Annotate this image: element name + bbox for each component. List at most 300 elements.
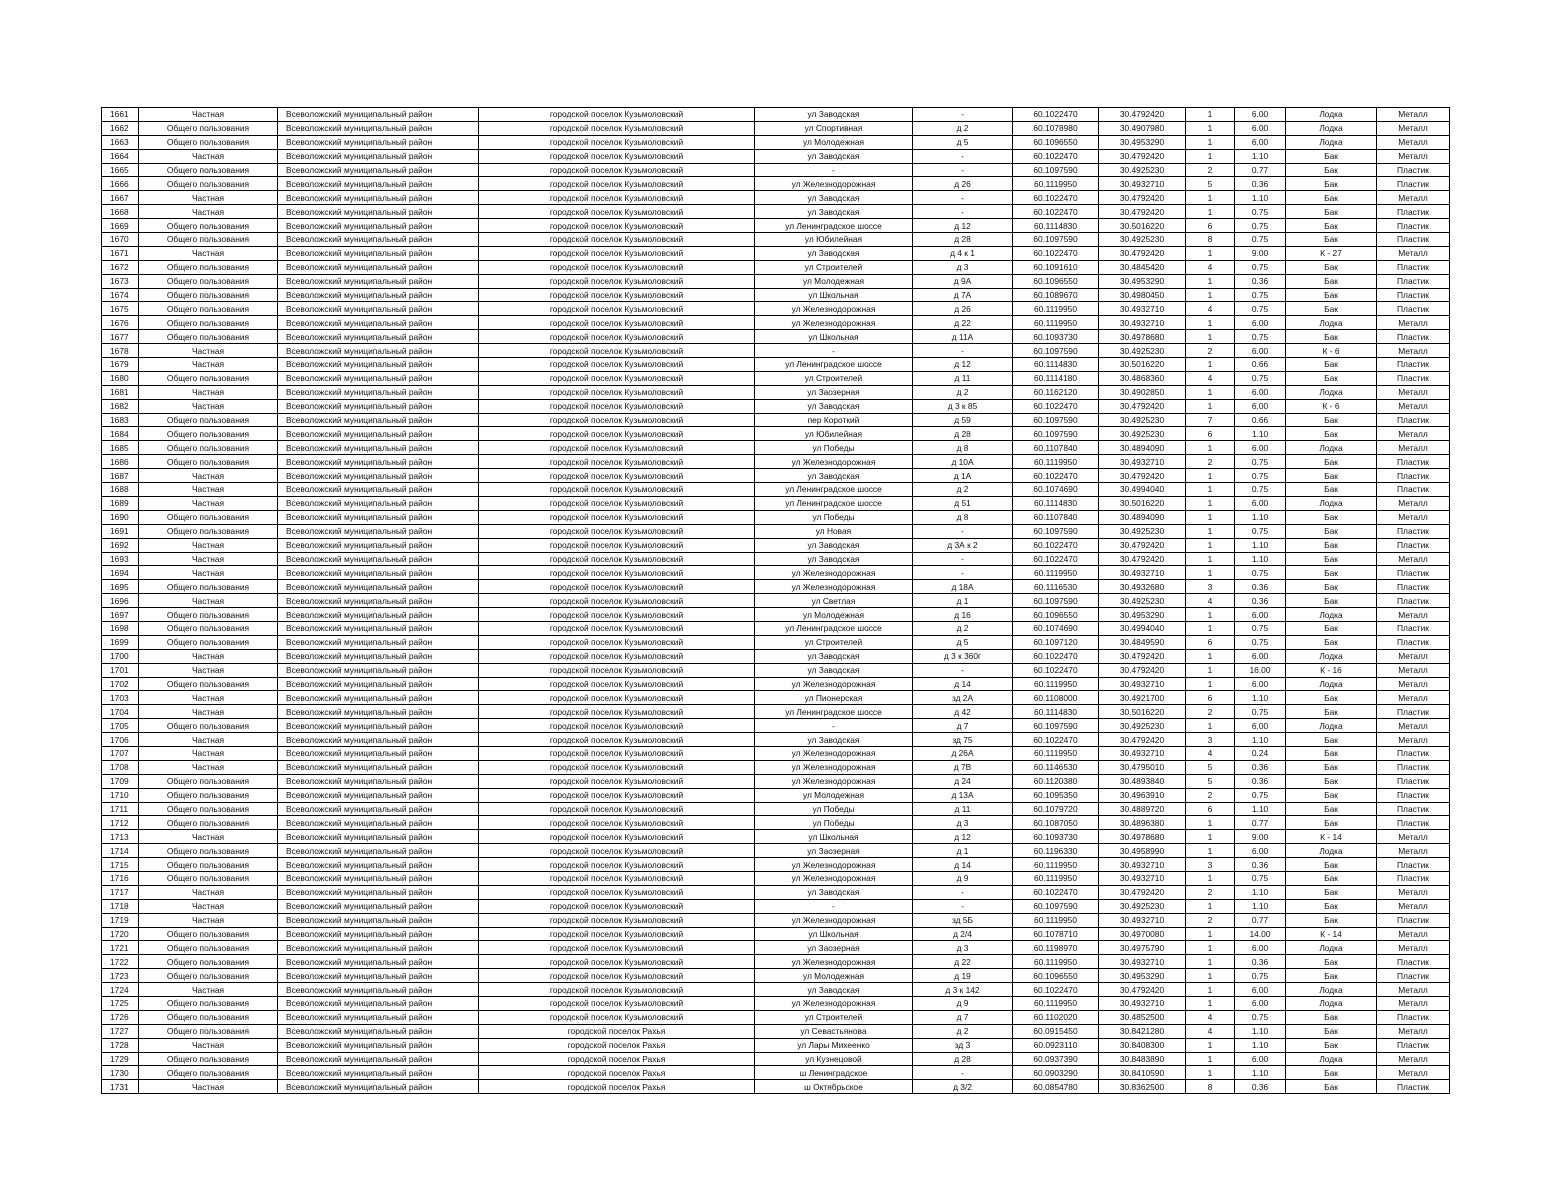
- volume-cell: 0.75: [1235, 635, 1286, 649]
- table-row: [102, 246, 1450, 260]
- district-cell: Всеволожский муниципальный район: [278, 135, 479, 149]
- house-cell: д 2: [913, 483, 1013, 497]
- ownership-type-cell: Общего пользования: [139, 302, 278, 316]
- longitude-cell: 30.4932710: [1099, 455, 1186, 469]
- latitude-cell: 60.0903290: [1013, 1066, 1099, 1080]
- container-count-cell: 1: [1186, 121, 1235, 135]
- latitude-cell: 60.1093730: [1013, 330, 1099, 344]
- street-cell: ул Спортивная: [755, 121, 913, 135]
- longitude-cell: 30.4792420: [1099, 538, 1186, 552]
- container-type-cell: Бак: [1286, 510, 1377, 524]
- container-count-cell: 1: [1186, 1066, 1235, 1080]
- district-cell: Всеволожский муниципальный район: [278, 469, 479, 483]
- settlement-cell: городской поселок Кузьмоловский: [479, 121, 755, 135]
- latitude-cell: 60.1119950: [1013, 177, 1099, 191]
- volume-cell: 1.10: [1235, 510, 1286, 524]
- house-cell: д 11: [913, 802, 1013, 816]
- material-cell: Пластик: [1377, 455, 1450, 469]
- district-cell: Всеволожский муниципальный район: [278, 288, 479, 302]
- volume-cell: 6.00: [1235, 941, 1286, 955]
- container-type-cell: Бак: [1286, 885, 1377, 899]
- container-type-cell: Бак: [1286, 274, 1377, 288]
- ownership-type-cell: Частная: [139, 746, 278, 760]
- ownership-type-cell: Частная: [139, 594, 278, 608]
- district-cell: Всеволожский муниципальный район: [278, 774, 479, 788]
- container-count-cell: 2: [1186, 913, 1235, 927]
- material-cell: Пластик: [1377, 1010, 1450, 1024]
- row-number-cell: 1704: [102, 705, 139, 719]
- district-cell: Всеволожский муниципальный район: [278, 538, 479, 552]
- container-type-cell: Бак: [1286, 330, 1377, 344]
- volume-cell: 0.75: [1235, 330, 1286, 344]
- material-cell: Пластик: [1377, 302, 1450, 316]
- table-row: [102, 719, 1450, 733]
- district-cell: Всеволожский муниципальный район: [278, 371, 479, 385]
- table-row: [102, 816, 1450, 830]
- house-cell: д 22: [913, 316, 1013, 330]
- house-cell: -: [913, 524, 1013, 538]
- district-cell: Всеволожский муниципальный район: [278, 399, 479, 413]
- material-cell: Пластик: [1377, 621, 1450, 635]
- container-type-cell: Бак: [1286, 788, 1377, 802]
- ownership-type-cell: Частная: [139, 399, 278, 413]
- ownership-type-cell: Частная: [139, 1080, 278, 1094]
- house-cell: д 3/2: [913, 1080, 1013, 1094]
- ownership-type-cell: Общего пользования: [139, 941, 278, 955]
- house-cell: д 26: [913, 177, 1013, 191]
- longitude-cell: 30.4907980: [1099, 121, 1186, 135]
- longitude-cell: 30.4925230: [1099, 427, 1186, 441]
- settlement-cell: городской поселок Кузьмоловский: [479, 469, 755, 483]
- latitude-cell: 60.1096550: [1013, 969, 1099, 983]
- volume-cell: 0.75: [1235, 260, 1286, 274]
- container-count-cell: 2: [1186, 344, 1235, 358]
- settlement-cell: городской поселок Кузьмоловский: [479, 316, 755, 330]
- table-row: [102, 1010, 1450, 1024]
- container-type-cell: Бак: [1286, 205, 1377, 219]
- ownership-type-cell: Общего пользования: [139, 177, 278, 191]
- ownership-type-cell: Общего пользования: [139, 788, 278, 802]
- volume-cell: 1.10: [1235, 1024, 1286, 1038]
- data-table: [101, 107, 1450, 1094]
- row-number-cell: 1681: [102, 385, 139, 399]
- table-row: [102, 163, 1450, 177]
- table-row: [102, 635, 1450, 649]
- latitude-cell: 60.1097590: [1013, 719, 1099, 733]
- longitude-cell: 30.4894090: [1099, 510, 1186, 524]
- table-row: [102, 691, 1450, 705]
- district-cell: Всеволожский муниципальный район: [278, 246, 479, 260]
- longitude-cell: 30.4963910: [1099, 788, 1186, 802]
- container-type-cell: Бак: [1286, 913, 1377, 927]
- settlement-cell: городской поселок Кузьмоловский: [479, 385, 755, 399]
- container-count-cell: 1: [1186, 316, 1235, 330]
- street-cell: ул Железнодорожная: [755, 677, 913, 691]
- table-row: [102, 219, 1450, 233]
- row-number-cell: 1678: [102, 344, 139, 358]
- house-cell: д 28: [913, 233, 1013, 247]
- material-cell: Пластик: [1377, 233, 1450, 247]
- container-type-cell: Бак: [1286, 260, 1377, 274]
- container-count-cell: 1: [1186, 510, 1235, 524]
- latitude-cell: 60.1119950: [1013, 316, 1099, 330]
- volume-cell: 1.10: [1235, 149, 1286, 163]
- district-cell: Всеволожский муниципальный район: [278, 719, 479, 733]
- row-number-cell: 1685: [102, 441, 139, 455]
- material-cell: Металл: [1377, 830, 1450, 844]
- material-cell: Металл: [1377, 510, 1450, 524]
- container-count-cell: 1: [1186, 663, 1235, 677]
- longitude-cell: 30.4792420: [1099, 552, 1186, 566]
- settlement-cell: городской поселок Кузьмоловский: [479, 205, 755, 219]
- volume-cell: 1.10: [1235, 899, 1286, 913]
- ownership-type-cell: Общего пользования: [139, 260, 278, 274]
- volume-cell: 6.00: [1235, 983, 1286, 997]
- volume-cell: 0.75: [1235, 1010, 1286, 1024]
- street-cell: ул Юбилейная: [755, 233, 913, 247]
- longitude-cell: 30.4932710: [1099, 316, 1186, 330]
- street-cell: ул Железнодорожная: [755, 455, 913, 469]
- house-cell: зд 3: [913, 1038, 1013, 1052]
- latitude-cell: 60.1119950: [1013, 302, 1099, 316]
- house-cell: д 26: [913, 302, 1013, 316]
- district-cell: Всеволожский муниципальный район: [278, 858, 479, 872]
- longitude-cell: 30.4894090: [1099, 441, 1186, 455]
- material-cell: Пластик: [1377, 205, 1450, 219]
- container-type-cell: К - 14: [1286, 927, 1377, 941]
- container-count-cell: 7: [1186, 413, 1235, 427]
- house-cell: зд 5Б: [913, 913, 1013, 927]
- material-cell: Металл: [1377, 1024, 1450, 1038]
- house-cell: д 1А: [913, 469, 1013, 483]
- longitude-cell: 30.8483890: [1099, 1052, 1186, 1066]
- volume-cell: 6.00: [1235, 608, 1286, 622]
- street-cell: ул Строителей: [755, 635, 913, 649]
- latitude-cell: 60.0915450: [1013, 1024, 1099, 1038]
- district-cell: Всеволожский муниципальный район: [278, 566, 479, 580]
- row-number-cell: 1730: [102, 1066, 139, 1080]
- container-type-cell: Лодка: [1286, 385, 1377, 399]
- container-type-cell: Бак: [1286, 871, 1377, 885]
- street-cell: ул Молодежная: [755, 969, 913, 983]
- settlement-cell: городской поселок Кузьмоловский: [479, 941, 755, 955]
- container-count-cell: 2: [1186, 885, 1235, 899]
- container-type-cell: Лодка: [1286, 677, 1377, 691]
- longitude-cell: 30.4925230: [1099, 594, 1186, 608]
- ownership-type-cell: Общего пользования: [139, 1010, 278, 1024]
- settlement-cell: городской поселок Кузьмоловский: [479, 441, 755, 455]
- longitude-cell: 30.4932710: [1099, 566, 1186, 580]
- ownership-type-cell: Частная: [139, 552, 278, 566]
- street-cell: ш Октябрьское: [755, 1080, 913, 1094]
- container-type-cell: Лодка: [1286, 997, 1377, 1011]
- row-number-cell: 1727: [102, 1024, 139, 1038]
- container-count-cell: 1: [1186, 927, 1235, 941]
- row-number-cell: 1680: [102, 371, 139, 385]
- container-count-cell: 8: [1186, 1080, 1235, 1094]
- street-cell: ул Школьная: [755, 830, 913, 844]
- longitude-cell: 30.8408300: [1099, 1038, 1186, 1052]
- row-number-cell: 1691: [102, 524, 139, 538]
- volume-cell: 0.77: [1235, 816, 1286, 830]
- house-cell: д 22: [913, 955, 1013, 969]
- container-count-cell: 1: [1186, 983, 1235, 997]
- row-number-cell: 1684: [102, 427, 139, 441]
- street-cell: ул Железнодорожная: [755, 955, 913, 969]
- container-count-cell: 1: [1186, 538, 1235, 552]
- container-count-cell: 1: [1186, 469, 1235, 483]
- house-cell: д 7В: [913, 760, 1013, 774]
- container-type-cell: К - 16: [1286, 663, 1377, 677]
- street-cell: -: [755, 163, 913, 177]
- house-cell: -: [913, 552, 1013, 566]
- ownership-type-cell: Частная: [139, 705, 278, 719]
- latitude-cell: 60.1022470: [1013, 649, 1099, 663]
- latitude-cell: 60.1162120: [1013, 385, 1099, 399]
- row-number-cell: 1716: [102, 871, 139, 885]
- street-cell: ул Лары Михеенко: [755, 1038, 913, 1052]
- volume-cell: 0.36: [1235, 274, 1286, 288]
- table-row: [102, 608, 1450, 622]
- container-count-cell: 6: [1186, 691, 1235, 705]
- latitude-cell: 60.1093730: [1013, 830, 1099, 844]
- ownership-type-cell: Частная: [139, 246, 278, 260]
- district-cell: Всеволожский муниципальный район: [278, 788, 479, 802]
- row-number-cell: 1665: [102, 163, 139, 177]
- row-number-cell: 1690: [102, 510, 139, 524]
- longitude-cell: 30.4792420: [1099, 191, 1186, 205]
- container-count-cell: 4: [1186, 746, 1235, 760]
- street-cell: ул Ленинградское шоссе: [755, 219, 913, 233]
- ownership-type-cell: Частная: [139, 566, 278, 580]
- material-cell: Металл: [1377, 1052, 1450, 1066]
- latitude-cell: 60.1097590: [1013, 524, 1099, 538]
- ownership-type-cell: Общего пользования: [139, 455, 278, 469]
- latitude-cell: 60.1146530: [1013, 760, 1099, 774]
- container-type-cell: Бак: [1286, 358, 1377, 372]
- latitude-cell: 60.1078710: [1013, 927, 1099, 941]
- material-cell: Пластик: [1377, 413, 1450, 427]
- volume-cell: 1.10: [1235, 802, 1286, 816]
- material-cell: Металл: [1377, 385, 1450, 399]
- row-number-cell: 1682: [102, 399, 139, 413]
- house-cell: -: [913, 108, 1013, 122]
- volume-cell: 0.75: [1235, 205, 1286, 219]
- container-type-cell: К - 6: [1286, 344, 1377, 358]
- material-cell: Пластик: [1377, 969, 1450, 983]
- house-cell: д 3: [913, 260, 1013, 274]
- longitude-cell: 30.4792420: [1099, 205, 1186, 219]
- street-cell: пер Короткий: [755, 413, 913, 427]
- material-cell: Пластик: [1377, 1038, 1450, 1052]
- material-cell: Пластик: [1377, 163, 1450, 177]
- ownership-type-cell: Общего пользования: [139, 330, 278, 344]
- material-cell: Металл: [1377, 121, 1450, 135]
- table-row: [102, 788, 1450, 802]
- longitude-cell: 30.4925230: [1099, 233, 1186, 247]
- district-cell: Всеволожский муниципальный район: [278, 108, 479, 122]
- settlement-cell: городской поселок Кузьмоловский: [479, 233, 755, 247]
- ownership-type-cell: Частная: [139, 1038, 278, 1052]
- volume-cell: 0.75: [1235, 524, 1286, 538]
- latitude-cell: 60.1108000: [1013, 691, 1099, 705]
- street-cell: ул Заводская: [755, 552, 913, 566]
- latitude-cell: 60.1074690: [1013, 621, 1099, 635]
- container-count-cell: 1: [1186, 969, 1235, 983]
- table-row: [102, 302, 1450, 316]
- container-type-cell: Бак: [1286, 149, 1377, 163]
- container-count-cell: 4: [1186, 371, 1235, 385]
- settlement-cell: городской поселок Кузьмоловский: [479, 552, 755, 566]
- longitude-cell: 30.4932710: [1099, 997, 1186, 1011]
- material-cell: Металл: [1377, 344, 1450, 358]
- row-number-cell: 1721: [102, 941, 139, 955]
- settlement-cell: городской поселок Кузьмоловский: [479, 149, 755, 163]
- street-cell: -: [755, 899, 913, 913]
- volume-cell: 1.10: [1235, 552, 1286, 566]
- material-cell: Пластик: [1377, 955, 1450, 969]
- ownership-type-cell: Общего пользования: [139, 955, 278, 969]
- table-row: [102, 149, 1450, 163]
- district-cell: Всеволожский муниципальный район: [278, 205, 479, 219]
- street-cell: ул Заводская: [755, 149, 913, 163]
- container-type-cell: Лодка: [1286, 135, 1377, 149]
- volume-cell: 0.75: [1235, 483, 1286, 497]
- container-type-cell: Бак: [1286, 858, 1377, 872]
- ownership-type-cell: Общего пользования: [139, 997, 278, 1011]
- longitude-cell: 30.4792420: [1099, 649, 1186, 663]
- material-cell: Металл: [1377, 885, 1450, 899]
- table-row: [102, 1080, 1450, 1094]
- container-type-cell: Бак: [1286, 774, 1377, 788]
- ownership-type-cell: Общего пользования: [139, 441, 278, 455]
- longitude-cell: 30.5016220: [1099, 705, 1186, 719]
- row-number-cell: 1702: [102, 677, 139, 691]
- street-cell: ул Железнодорожная: [755, 760, 913, 774]
- settlement-cell: городской поселок Кузьмоловский: [479, 288, 755, 302]
- table-row: [102, 1024, 1450, 1038]
- row-number-cell: 1712: [102, 816, 139, 830]
- material-cell: Металл: [1377, 316, 1450, 330]
- house-cell: д 2: [913, 621, 1013, 635]
- ownership-type-cell: Частная: [139, 733, 278, 747]
- latitude-cell: 60.1022470: [1013, 399, 1099, 413]
- container-count-cell: 1: [1186, 191, 1235, 205]
- volume-cell: 0.75: [1235, 788, 1286, 802]
- house-cell: д 18А: [913, 580, 1013, 594]
- table-row: [102, 330, 1450, 344]
- latitude-cell: 60.1119950: [1013, 997, 1099, 1011]
- street-cell: ул Школьная: [755, 288, 913, 302]
- table-row: [102, 441, 1450, 455]
- settlement-cell: городской поселок Кузьмоловский: [479, 580, 755, 594]
- table-row: [102, 941, 1450, 955]
- row-number-cell: 1695: [102, 580, 139, 594]
- volume-cell: 16.00: [1235, 663, 1286, 677]
- district-cell: Всеволожский муниципальный район: [278, 1080, 479, 1094]
- street-cell: ул Юбилейная: [755, 427, 913, 441]
- row-number-cell: 1706: [102, 733, 139, 747]
- longitude-cell: 30.4902850: [1099, 385, 1186, 399]
- volume-cell: 0.36: [1235, 858, 1286, 872]
- street-cell: ул Победы: [755, 802, 913, 816]
- material-cell: Пластик: [1377, 260, 1450, 274]
- container-type-cell: Бак: [1286, 302, 1377, 316]
- volume-cell: 1.10: [1235, 191, 1286, 205]
- latitude-cell: 60.1022470: [1013, 733, 1099, 747]
- container-count-cell: 1: [1186, 330, 1235, 344]
- volume-cell: 6.00: [1235, 719, 1286, 733]
- longitude-cell: 30.4932710: [1099, 871, 1186, 885]
- street-cell: ул Железнодорожная: [755, 580, 913, 594]
- ownership-type-cell: Частная: [139, 885, 278, 899]
- longitude-cell: 30.4932710: [1099, 177, 1186, 191]
- longitude-cell: 30.5016220: [1099, 219, 1186, 233]
- latitude-cell: 60.1119950: [1013, 566, 1099, 580]
- house-cell: д 14: [913, 677, 1013, 691]
- material-cell: Пластик: [1377, 760, 1450, 774]
- house-cell: д 13А: [913, 788, 1013, 802]
- material-cell: Пластик: [1377, 871, 1450, 885]
- settlement-cell: городской поселок Кузьмоловский: [479, 219, 755, 233]
- settlement-cell: городской поселок Рахья: [479, 1024, 755, 1038]
- house-cell: д 10А: [913, 455, 1013, 469]
- table-row: [102, 510, 1450, 524]
- container-count-cell: 3: [1186, 858, 1235, 872]
- container-count-cell: 5: [1186, 774, 1235, 788]
- ownership-type-cell: Общего пользования: [139, 121, 278, 135]
- ownership-type-cell: Частная: [139, 385, 278, 399]
- ownership-type-cell: Общего пользования: [139, 1052, 278, 1066]
- street-cell: ул Железнодорожная: [755, 913, 913, 927]
- street-cell: ул Заводская: [755, 983, 913, 997]
- longitude-cell: 30.4994040: [1099, 483, 1186, 497]
- house-cell: д 3: [913, 816, 1013, 830]
- volume-cell: 0.36: [1235, 580, 1286, 594]
- row-number-cell: 1667: [102, 191, 139, 205]
- row-number-cell: 1720: [102, 927, 139, 941]
- row-number-cell: 1701: [102, 663, 139, 677]
- container-type-cell: Лодка: [1286, 844, 1377, 858]
- row-number-cell: 1677: [102, 330, 139, 344]
- street-cell: ул Школьная: [755, 330, 913, 344]
- longitude-cell: 30.4792420: [1099, 399, 1186, 413]
- street-cell: ул Заозерная: [755, 844, 913, 858]
- longitude-cell: 30.4795010: [1099, 760, 1186, 774]
- volume-cell: 0.66: [1235, 358, 1286, 372]
- district-cell: Всеволожский муниципальный район: [278, 427, 479, 441]
- district-cell: Всеволожский муниципальный район: [278, 816, 479, 830]
- longitude-cell: 30.4925230: [1099, 524, 1186, 538]
- street-cell: ул Строителей: [755, 371, 913, 385]
- ownership-type-cell: Общего пользования: [139, 774, 278, 788]
- ownership-type-cell: Общего пользования: [139, 427, 278, 441]
- ownership-type-cell: Общего пользования: [139, 719, 278, 733]
- latitude-cell: 60.1087050: [1013, 816, 1099, 830]
- ownership-type-cell: Частная: [139, 983, 278, 997]
- district-cell: Всеволожский муниципальный район: [278, 483, 479, 497]
- settlement-cell: городской поселок Кузьмоловский: [479, 413, 755, 427]
- ownership-type-cell: Частная: [139, 358, 278, 372]
- settlement-cell: городской поселок Кузьмоловский: [479, 358, 755, 372]
- street-cell: ул Заводская: [755, 205, 913, 219]
- latitude-cell: 60.1107840: [1013, 510, 1099, 524]
- row-number-cell: 1709: [102, 774, 139, 788]
- material-cell: Металл: [1377, 899, 1450, 913]
- settlement-cell: городской поселок Кузьмоловский: [479, 594, 755, 608]
- latitude-cell: 60.1022470: [1013, 149, 1099, 163]
- material-cell: Металл: [1377, 191, 1450, 205]
